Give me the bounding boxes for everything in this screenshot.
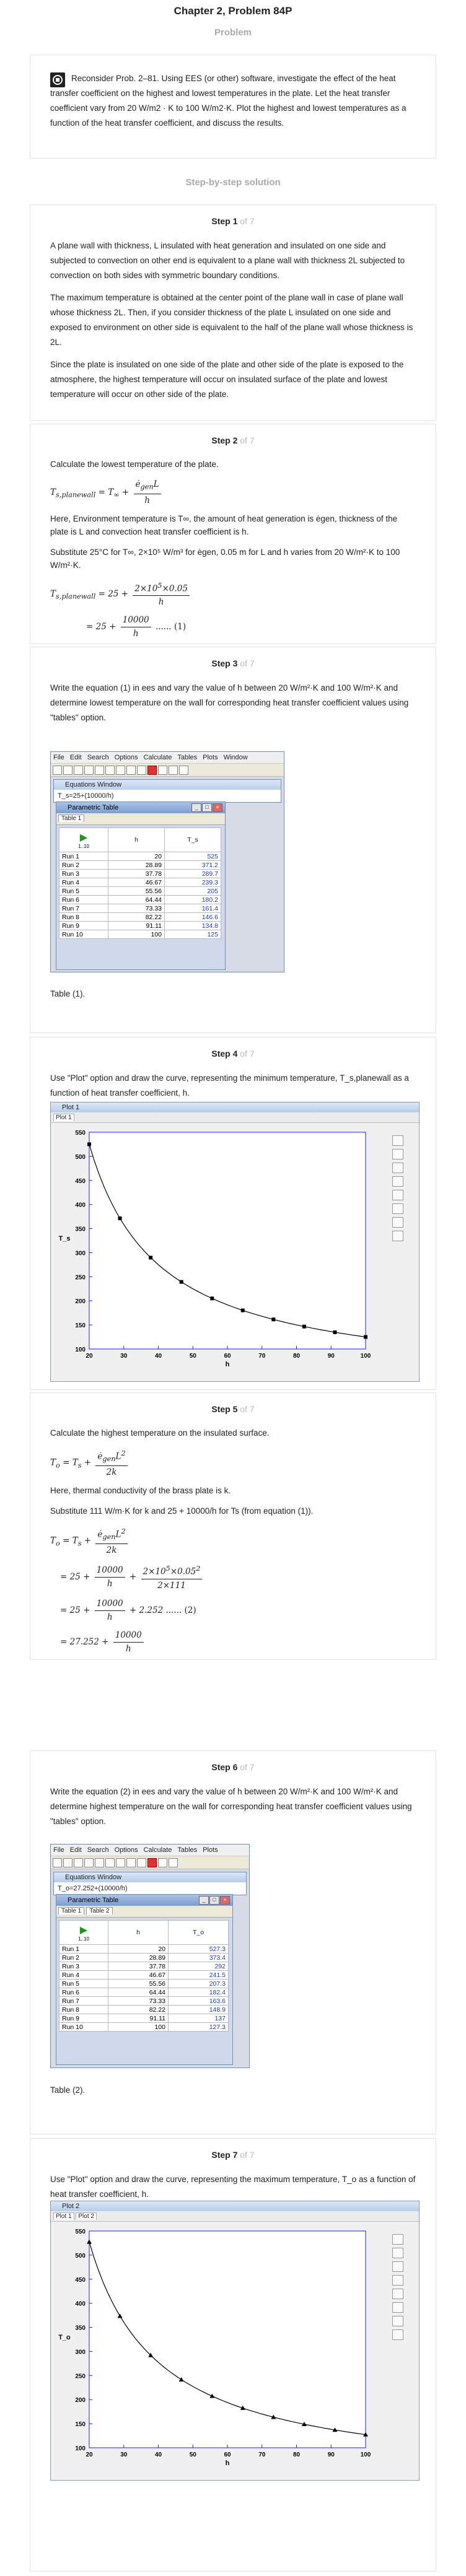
step-of: of 7 bbox=[240, 1762, 255, 1772]
copy-icon[interactable] bbox=[105, 766, 115, 775]
menu-file[interactable]: File bbox=[53, 1846, 64, 1854]
x-axis-label: h bbox=[225, 1361, 230, 1368]
cell-h[interactable]: 100 bbox=[108, 2023, 169, 2032]
y-tick-label: 300 bbox=[75, 1250, 86, 1257]
cell-t[interactable]: 127.3 bbox=[169, 2023, 229, 2032]
zoom-icon[interactable] bbox=[392, 1135, 403, 1146]
tab-table-1[interactable]: Table 1 bbox=[58, 814, 84, 822]
step-label: Step 7 bbox=[211, 2150, 238, 2160]
plot-icon[interactable] bbox=[169, 766, 178, 775]
paragraph: Use "Plot" option and draw the curve, representing the minimum temperature, T_s,planewall as a function of heat transfer coefficient, h. bbox=[50, 1073, 409, 1098]
tab-table-1[interactable]: Table 1 bbox=[58, 1907, 84, 1915]
cell-h[interactable]: 28.89 bbox=[108, 861, 165, 870]
zoom-icon[interactable] bbox=[392, 2234, 403, 2245]
table-row[interactable] bbox=[59, 1962, 229, 1971]
menu-options[interactable]: Options bbox=[114, 1846, 138, 1854]
cell-h[interactable]: 20 bbox=[108, 852, 165, 861]
run-label[interactable]: Run 7 bbox=[59, 904, 108, 913]
data-point bbox=[149, 1255, 152, 1259]
table-row[interactable] bbox=[59, 870, 221, 878]
step-of: of 7 bbox=[240, 216, 255, 226]
y-tick-label: 350 bbox=[75, 2325, 86, 2332]
run-label[interactable]: Run 1 bbox=[59, 1945, 108, 1954]
y-tick-label: 500 bbox=[75, 1153, 86, 1161]
open-icon[interactable] bbox=[63, 766, 73, 775]
calc-icon[interactable] bbox=[126, 1858, 136, 1867]
plot-tools bbox=[392, 1135, 414, 1244]
run-label[interactable]: Run 8 bbox=[59, 2006, 108, 2014]
y-tick-label: 100 bbox=[75, 1347, 86, 1353]
cell-h[interactable]: 64.44 bbox=[108, 896, 165, 904]
new-icon[interactable] bbox=[53, 766, 62, 775]
problem-card bbox=[30, 55, 436, 159]
x-tick-label: 20 bbox=[86, 2452, 93, 2458]
data-point bbox=[271, 1317, 275, 1321]
equations-window bbox=[53, 1872, 247, 1895]
table-tabs bbox=[56, 1906, 232, 1918]
cell-h[interactable]: 55.56 bbox=[108, 1980, 169, 1988]
equation-number: ...... (1) bbox=[155, 622, 187, 632]
paragraph: Substitute 111 W/m·K for k and 25 + 10000/h for Ts (from equation (1)). bbox=[50, 1506, 314, 1516]
text-icon[interactable] bbox=[392, 2289, 403, 2299]
table-row[interactable] bbox=[59, 852, 221, 861]
table-icon[interactable] bbox=[137, 766, 146, 775]
cell-h[interactable]: 100 bbox=[108, 930, 165, 939]
menu-plots[interactable]: Plots bbox=[203, 754, 218, 761]
ees-window bbox=[50, 751, 284, 972]
cell-t[interactable]: 163.6 bbox=[169, 1997, 229, 2006]
cell-h[interactable]: 73.33 bbox=[108, 904, 165, 913]
text-icon[interactable] bbox=[392, 1190, 403, 1200]
equation-simplified: = 27.252 + $\frac{10000}{h}$ bbox=[50, 1629, 416, 1656]
run-button[interactable]: ▶ 1..10 bbox=[59, 1921, 108, 1945]
run-label[interactable]: Run 8 bbox=[59, 913, 108, 922]
data-point bbox=[241, 1309, 245, 1312]
select-icon[interactable] bbox=[392, 2329, 403, 2340]
parametric-table bbox=[59, 1920, 229, 2032]
x-tick-label: 100 bbox=[360, 1353, 371, 1360]
menu-options[interactable]: Options bbox=[114, 754, 138, 761]
step-label: Step 1 bbox=[211, 216, 238, 226]
paragraph: Here, Environment temperature is T∞, the amount of heat generation is ėgen, thickness of the plate is L and convection heat transfer coefficient is h. bbox=[50, 513, 398, 536]
paragraph: Write the equation (2) in ees and vary the value of h between 20 W/m²·K and 100 W/m²·K and determine highest temperature on the wall for corresponding heat transfer coefficient values using "tables" option. bbox=[50, 1787, 412, 1826]
y-tick-label: 450 bbox=[75, 1177, 86, 1185]
step-label: Step 2 bbox=[211, 435, 238, 445]
toolbar bbox=[51, 1856, 249, 1869]
cell-h[interactable]: 82.22 bbox=[108, 2006, 169, 2014]
table-icon[interactable] bbox=[137, 1858, 146, 1867]
minimize-icon[interactable]: _ bbox=[191, 803, 201, 812]
equation-substituted: = 25 + $\frac{10000}{h}$ + $\frac{2\times 10^5\times 0.05^2}{2\times 111}$ bbox=[50, 1562, 416, 1592]
step-3-card bbox=[30, 647, 436, 1033]
menu-tables[interactable]: Tables bbox=[177, 1846, 198, 1854]
run-label[interactable]: Run 10 bbox=[59, 930, 108, 939]
window-icon[interactable] bbox=[179, 766, 188, 775]
col-header-h[interactable]: h bbox=[108, 828, 165, 852]
x-tick-label: 100 bbox=[360, 2452, 371, 2458]
x-tick-label: 70 bbox=[258, 1353, 266, 1360]
problem-text: Reconsider Prob. 2–81. Using EES (or other) software, investigate the effect of the heat transfer coefficient on the highest and lowest temperatures in the plate. Let the heat transfer coefficient vary from 20 W/m2 · K to 100 W/m2·K. Plot the highest and lowest temperatures as a function of the heat transfer coefficient, and discuss the results. bbox=[50, 74, 407, 128]
check-icon[interactable] bbox=[158, 1858, 167, 1867]
equation-highest-temp: $T_o = T_s$ + $\frac{ė_{gen}L^2}{2k}$ bbox=[50, 1447, 416, 1479]
maximize-icon[interactable]: □ bbox=[202, 803, 212, 812]
x-tick-label: 40 bbox=[154, 2452, 162, 2458]
x-tick-label: 60 bbox=[224, 2452, 231, 2458]
equation-lowest-temp: $T_{s,planewall} = T_\infty$ + $\frac{ė_{gen}L}{h}$ bbox=[50, 478, 416, 507]
run-label[interactable]: Run 9 bbox=[59, 2014, 108, 2023]
parametric-table bbox=[59, 827, 221, 939]
plot-tools bbox=[392, 2233, 414, 2342]
col-header-h[interactable]: h bbox=[108, 1921, 169, 1945]
save-icon[interactable] bbox=[74, 1858, 83, 1867]
run-label[interactable]: Run 6 bbox=[59, 1988, 108, 1997]
cut-icon[interactable] bbox=[95, 766, 104, 775]
parametric-table-title: Parametric Table bbox=[56, 802, 225, 813]
table-row[interactable] bbox=[59, 2006, 229, 2014]
equations-window bbox=[53, 779, 281, 803]
table-caption: Table (1). bbox=[50, 989, 86, 998]
minimize-icon[interactable]: _ bbox=[199, 1896, 209, 1905]
cell-t[interactable]: 182.4 bbox=[169, 1988, 229, 1997]
y-tick-label: 400 bbox=[75, 2300, 86, 2308]
table-row[interactable] bbox=[59, 878, 221, 887]
table-row[interactable] bbox=[59, 887, 221, 896]
run-label[interactable]: Run 3 bbox=[59, 1962, 108, 1971]
equation-text[interactable]: T_s=25+(10000/h) bbox=[58, 792, 114, 800]
new-icon[interactable] bbox=[53, 1858, 62, 1867]
plot-window-1 bbox=[50, 1102, 420, 1382]
menubar bbox=[51, 752, 284, 764]
step-1-card bbox=[30, 204, 436, 421]
table-row[interactable] bbox=[59, 1954, 229, 1962]
run-label[interactable]: Run 4 bbox=[59, 1971, 108, 1980]
toolbar bbox=[51, 764, 284, 777]
step-of: of 7 bbox=[240, 2150, 255, 2160]
cell-t[interactable]: 134.8 bbox=[165, 922, 221, 930]
y-tick-label: 350 bbox=[75, 1226, 86, 1233]
equation-text[interactable]: T_o=27.252+(10000/h) bbox=[58, 1885, 128, 1892]
paragraph: Write the equation (1) in ees and vary the value of h between 20 W/m²·K and 100 W/m²·K and determine lowest temperature on the wall for corresponding heat transfer coefficient values using "tables" option. bbox=[50, 683, 409, 722]
cell-h[interactable]: 37.78 bbox=[108, 870, 165, 878]
table-row[interactable] bbox=[59, 930, 221, 939]
cell-t[interactable]: 525 bbox=[165, 852, 221, 861]
step-of: of 7 bbox=[240, 435, 255, 445]
data-point bbox=[333, 1330, 336, 1334]
cell-h[interactable]: 55.56 bbox=[108, 887, 165, 896]
run-label[interactable]: Run 6 bbox=[59, 896, 108, 904]
run-label[interactable]: Run 2 bbox=[59, 861, 108, 870]
step-label: Step 6 bbox=[211, 1762, 238, 1772]
tab-plot-1[interactable]: Plot 1 bbox=[53, 2212, 74, 2220]
copy-icon[interactable] bbox=[105, 1858, 115, 1867]
print-icon[interactable] bbox=[84, 766, 94, 775]
plot-icon[interactable] bbox=[169, 1858, 178, 1867]
x-axis-label: h bbox=[225, 2460, 230, 2467]
data-point bbox=[302, 1325, 306, 1329]
menu-edit[interactable]: Edit bbox=[69, 1846, 82, 1854]
cell-h[interactable]: 91.11 bbox=[108, 2014, 169, 2023]
col-header-t[interactable]: T_o bbox=[169, 1921, 229, 1945]
cell-t[interactable]: 205 bbox=[165, 887, 221, 896]
open-icon[interactable] bbox=[63, 1858, 73, 1867]
paragraph: Use "Plot" option and draw the curve, representing the maximum temperature, T_o as a function of heat transfer coefficient, h. bbox=[50, 2175, 416, 2199]
step-5-card bbox=[30, 1392, 436, 1660]
cell-t[interactable]: 527.3 bbox=[169, 1945, 229, 1954]
line-icon[interactable] bbox=[392, 1203, 403, 1214]
y-tick-label: 150 bbox=[75, 2421, 86, 2429]
plot-window-title: Plot 2 bbox=[51, 2201, 419, 2211]
y-tick-label: 400 bbox=[75, 1202, 86, 1209]
run-label[interactable]: Run 5 bbox=[59, 887, 108, 896]
table-tabs bbox=[56, 813, 225, 825]
run-label[interactable]: Run 10 bbox=[59, 2023, 108, 2032]
menu-edit[interactable]: Edit bbox=[69, 754, 82, 761]
menu-calculate[interactable]: Calculate bbox=[143, 754, 172, 761]
y-tick-label: 250 bbox=[75, 2373, 86, 2380]
step-4-card bbox=[30, 1037, 436, 1390]
run-label[interactable]: Run 5 bbox=[59, 1980, 108, 1988]
parametric-table-window bbox=[56, 801, 226, 970]
move-icon[interactable] bbox=[392, 2248, 403, 2258]
menubar bbox=[51, 1845, 249, 1856]
menu-window[interactable]: Window bbox=[223, 754, 248, 761]
cell-t[interactable]: 289.7 bbox=[165, 870, 221, 878]
ees-window bbox=[50, 1844, 250, 2068]
select-icon[interactable] bbox=[392, 1231, 403, 1241]
equation-substituted: $T_{s,planewall} = 25$ + $\frac{2\times 10^5\times 0.05}{h}$ bbox=[50, 579, 416, 609]
run-label[interactable]: Run 3 bbox=[59, 870, 108, 878]
table-row[interactable] bbox=[59, 1988, 229, 1997]
chart-2 bbox=[51, 2222, 389, 2476]
magnify-icon[interactable] bbox=[392, 2316, 403, 2326]
cut-icon[interactable] bbox=[95, 1858, 104, 1867]
window-controls bbox=[198, 1896, 230, 1905]
x-tick-label: 80 bbox=[292, 2452, 301, 2458]
equation-general: $T_o = T_s$ + $\frac{ė_{gen}L^2}{2k}$ bbox=[50, 1525, 416, 1557]
page-title: Chapter 2, Problem 84P bbox=[174, 5, 292, 17]
paragraph: Here, thermal conductivity of the brass plate is k. bbox=[50, 1486, 231, 1496]
step-label: Step 4 bbox=[211, 1049, 238, 1059]
table-row[interactable] bbox=[59, 1971, 229, 1980]
table-row[interactable] bbox=[59, 1997, 229, 2006]
menu-file[interactable]: File bbox=[53, 754, 64, 761]
print-icon[interactable] bbox=[84, 1858, 94, 1867]
y-tick-label: 500 bbox=[75, 2252, 86, 2259]
y-axis-label: T_o bbox=[58, 2334, 71, 2341]
cell-h[interactable]: 82.22 bbox=[108, 913, 165, 922]
equations-window-title: Equations Window bbox=[54, 780, 281, 790]
parametric-table-window bbox=[56, 1894, 233, 2065]
move-icon[interactable] bbox=[392, 1149, 403, 1159]
cell-h[interactable]: 91.11 bbox=[108, 922, 165, 930]
cell-h[interactable]: 28.89 bbox=[108, 1954, 169, 1962]
run-button[interactable]: ▶ 1..10 bbox=[59, 828, 108, 852]
paragraph: The maximum temperature is obtained at the center point of the plane wall in case of plane wall whose thickness 2L. Then, if you consider thickness of the plate L insulated on one side and exposed to environment on other side is equivalent to the half of the plane wall whose thickness is 2L. bbox=[50, 293, 413, 347]
save-icon[interactable] bbox=[74, 766, 83, 775]
equation-simplified: = 25 + $\frac{10000}{h}$ ...... (1) bbox=[86, 615, 187, 639]
equations-window-title: Equations Window bbox=[54, 1872, 246, 1882]
table-row[interactable] bbox=[59, 2014, 229, 2023]
problem-heading: Problem bbox=[214, 27, 252, 38]
data-point bbox=[118, 1216, 122, 1220]
window-controls bbox=[191, 803, 222, 812]
step-2-card bbox=[30, 424, 436, 644]
cell-h[interactable]: 46.67 bbox=[108, 878, 165, 887]
x-tick-label: 90 bbox=[327, 1353, 335, 1360]
y-tick-label: 550 bbox=[75, 1130, 86, 1137]
chart-1 bbox=[51, 1124, 389, 1378]
y-tick-label: 550 bbox=[75, 2229, 86, 2235]
print-icon[interactable] bbox=[392, 1163, 403, 1173]
x-tick-label: 50 bbox=[189, 1353, 196, 1360]
paste-icon[interactable] bbox=[116, 1858, 125, 1867]
x-tick-label: 80 bbox=[292, 1353, 301, 1360]
x-tick-label: 20 bbox=[86, 1353, 93, 1360]
run-label[interactable]: Run 2 bbox=[59, 1954, 108, 1962]
parametric-table-title: Parametric Table bbox=[56, 1895, 232, 1906]
cell-h[interactable]: 20 bbox=[108, 1945, 169, 1954]
step-label: Step 5 bbox=[211, 1404, 238, 1414]
cell-t[interactable]: 207.3 bbox=[169, 1980, 229, 1988]
cell-h[interactable]: 64.44 bbox=[108, 1988, 169, 1997]
paragraph: A plane wall with thickness, L insulated with heat generation and insulated on one side and subjected to convection on other end is equivalent to a plane wall with thickness 2L subjected to convection on both sides with symmetric boundary conditions. bbox=[50, 241, 405, 280]
y-axis-label: T_s bbox=[58, 1235, 71, 1242]
maximize-icon[interactable]: □ bbox=[209, 1896, 219, 1905]
table-row[interactable] bbox=[59, 1980, 229, 1988]
y-tick-label: 200 bbox=[75, 2397, 86, 2404]
col-header-t[interactable]: T_s bbox=[165, 828, 221, 852]
solution-heading: Step-by-step solution bbox=[185, 177, 281, 188]
cell-t[interactable]: 373.4 bbox=[169, 1954, 229, 1962]
paste-icon[interactable] bbox=[116, 766, 125, 775]
equation-number: ...... (2) bbox=[165, 1605, 196, 1615]
paragraph: Calculate the lowest temperature of the plate. bbox=[50, 460, 219, 469]
stop-icon[interactable] bbox=[147, 1858, 157, 1867]
table-row[interactable] bbox=[59, 861, 221, 870]
step-7-card bbox=[30, 2138, 436, 2572]
paragraph: Substitute 25°C for T∞, 2×10⁵ W/m³ for ėgen, 0.05 m for L and h varies from 20 W/m²·K to 100 W/m²·K. bbox=[50, 547, 400, 570]
cell-t[interactable]: 239.3 bbox=[165, 878, 221, 887]
table-row[interactable] bbox=[59, 913, 221, 922]
x-tick-label: 30 bbox=[120, 2452, 128, 2458]
y-tick-label: 100 bbox=[75, 2445, 86, 2452]
table-row[interactable] bbox=[59, 1945, 229, 1954]
menu-search[interactable]: Search bbox=[87, 754, 109, 761]
plot-tabs bbox=[51, 2211, 419, 2222]
y-tick-label: 250 bbox=[75, 1274, 86, 1281]
step-6-card bbox=[30, 1750, 436, 2134]
cell-t[interactable]: 371.2 bbox=[165, 861, 221, 870]
x-tick-label: 40 bbox=[154, 1353, 162, 1360]
cell-t[interactable]: 241.5 bbox=[169, 1971, 229, 1980]
data-point bbox=[87, 1142, 91, 1146]
tab-table-2[interactable]: Table 2 bbox=[86, 1907, 112, 1915]
menu-plots[interactable]: Plots bbox=[203, 1846, 218, 1854]
tab-plot-1[interactable]: Plot 1 bbox=[53, 1114, 74, 1121]
plot-window-2 bbox=[50, 2201, 420, 2481]
calc-icon[interactable] bbox=[126, 766, 136, 775]
print-icon[interactable] bbox=[392, 2261, 403, 2272]
cell-h[interactable]: 37.78 bbox=[108, 1962, 169, 1971]
paragraph: Since the plate is insulated on one side of the plate and other side of the plate is exposed to the atmosphere, the highest temperature will occur on insulated surface of the plate and lowest temperature will occur on other side of the plate. bbox=[50, 360, 404, 399]
x-tick-label: 50 bbox=[189, 2452, 196, 2458]
step-of: of 7 bbox=[240, 658, 255, 668]
stop-icon[interactable] bbox=[147, 766, 157, 775]
check-icon[interactable] bbox=[158, 766, 167, 775]
paragraph: Calculate the highest temperature on the insulated surface. bbox=[50, 1428, 270, 1438]
x-tick-label: 70 bbox=[258, 2452, 266, 2458]
cell-t[interactable]: 161.4 bbox=[165, 904, 221, 913]
cell-h[interactable]: 46.67 bbox=[108, 1971, 169, 1980]
table-row[interactable] bbox=[59, 904, 221, 913]
x-tick-label: 30 bbox=[120, 1353, 128, 1360]
data-point bbox=[180, 1280, 183, 1284]
cell-t[interactable]: 137 bbox=[169, 2014, 229, 2023]
run-label[interactable]: Run 1 bbox=[59, 852, 108, 861]
x-tick-label: 60 bbox=[224, 1353, 231, 1360]
close-icon[interactable]: × bbox=[213, 803, 222, 812]
cell-t[interactable]: 146.6 bbox=[165, 913, 221, 922]
cell-t[interactable]: 292 bbox=[169, 1962, 229, 1971]
line-icon[interactable] bbox=[392, 2302, 403, 2313]
run-label[interactable]: Run 7 bbox=[59, 1997, 108, 2006]
step-of: of 7 bbox=[240, 1404, 255, 1414]
cell-t[interactable]: 180.2 bbox=[165, 896, 221, 904]
menu-tables[interactable]: Tables bbox=[177, 754, 198, 761]
menu-search[interactable]: Search bbox=[87, 1846, 109, 1854]
cell-t[interactable]: 148.9 bbox=[169, 2006, 229, 2014]
plot-tabs bbox=[51, 1112, 419, 1123]
y-tick-label: 200 bbox=[75, 1298, 86, 1306]
plot-area bbox=[89, 2231, 366, 2448]
run-label[interactable]: Run 4 bbox=[59, 878, 108, 887]
step-label: Step 3 bbox=[211, 658, 238, 668]
play-icon: ▶ bbox=[79, 832, 88, 843]
equation-step: = 25 + $\frac{10000}{h}$ + 2.252 ...... (2) bbox=[60, 1598, 196, 1622]
table-caption: Table (2). bbox=[50, 2085, 86, 2095]
close-icon[interactable]: × bbox=[220, 1896, 230, 1905]
y-tick-label: 450 bbox=[75, 2276, 86, 2284]
plot-area bbox=[89, 1132, 366, 1349]
y-tick-label: 150 bbox=[75, 1322, 86, 1330]
run-label[interactable]: Run 9 bbox=[59, 922, 108, 930]
copy-icon[interactable] bbox=[392, 2275, 403, 2286]
step-of: of 7 bbox=[240, 1049, 255, 1059]
cell-h[interactable]: 73.33 bbox=[108, 1997, 169, 2006]
tab-plot-2[interactable]: Plot 2 bbox=[76, 2212, 97, 2220]
data-point bbox=[210, 1296, 214, 1300]
magnify-icon[interactable] bbox=[392, 1217, 403, 1228]
copy-icon[interactable] bbox=[392, 1176, 403, 1187]
table-row[interactable] bbox=[59, 922, 221, 930]
x-tick-label: 90 bbox=[327, 2452, 335, 2458]
menu-calculate[interactable]: Calculate bbox=[143, 1846, 172, 1854]
play-icon: ▶ bbox=[79, 1924, 88, 1936]
cell-t[interactable]: 125 bbox=[165, 930, 221, 939]
y-tick-label: 300 bbox=[75, 2349, 86, 2356]
table-row[interactable] bbox=[59, 896, 221, 904]
data-point bbox=[364, 1335, 367, 1339]
plot-window-title: Plot 1 bbox=[51, 1102, 419, 1112]
table-row[interactable] bbox=[59, 2023, 229, 2032]
